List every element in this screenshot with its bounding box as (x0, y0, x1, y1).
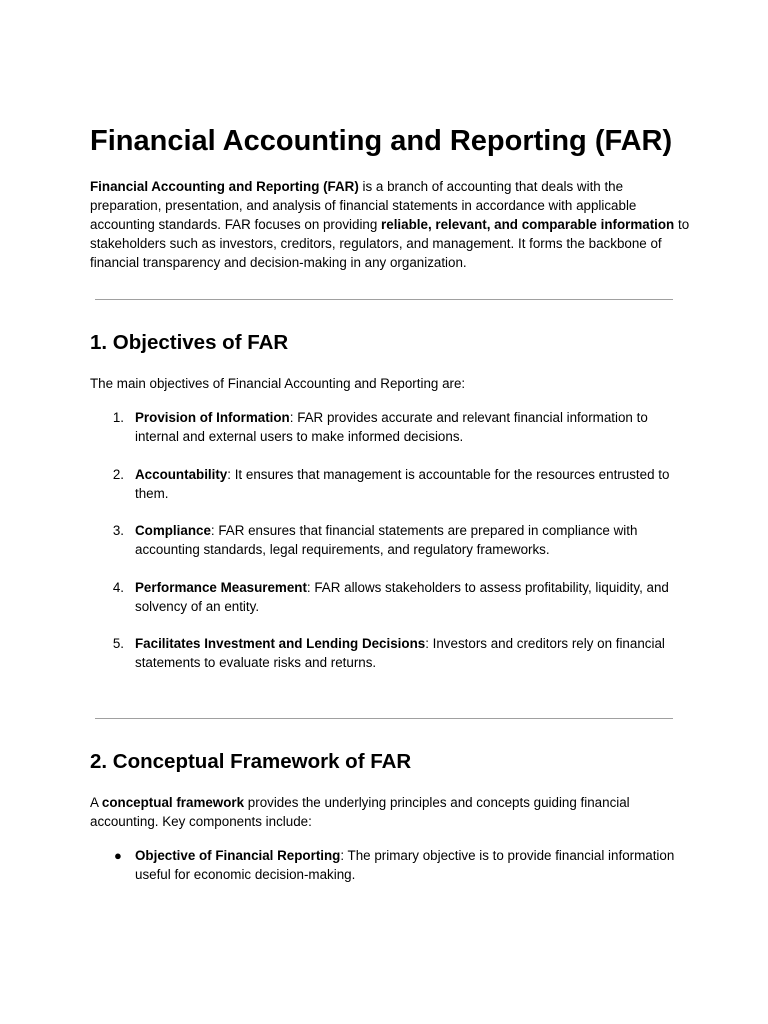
document-title: Financial Accounting and Reporting (FAR) (90, 125, 673, 157)
horizontal-divider (95, 299, 673, 300)
list-item-description: : FAR provides accurate and relevant financial information to internal and external users to make informed decisions. (135, 410, 648, 444)
intro-emphasis: reliable, relevant, and comparable information (381, 217, 675, 232)
bullet-item-term: Objective of Financial Reporting (135, 848, 341, 863)
list-item-term: Accountability (135, 467, 228, 482)
conceptual-framework-lead (90, 793, 690, 831)
list-item-description: : FAR ensures that financial statements are prepared in compliance with accounting standards, legal requirements, and regulatory frameworks. (135, 523, 638, 557)
list-item-term: Performance Measurement (135, 580, 307, 595)
horizontal-divider (95, 718, 673, 719)
list-number: 4. (112, 580, 124, 595)
lead-text: provides the underlying principles and concepts guiding financial accounting. Key components include: (90, 795, 630, 829)
list-item-term: Facilitates Investment and Lending Decisions (135, 636, 426, 651)
list-item-text (135, 408, 680, 446)
intro-term: Financial Accounting and Reporting (FAR) (90, 179, 359, 194)
bullet-item-text (135, 846, 680, 884)
list-item-description: : It ensures that management is accountable for the resources entrusted to them. (135, 467, 670, 501)
lead-term: conceptual framework (101, 795, 245, 810)
list-item (90, 465, 690, 505)
section-heading-conceptual-framework: 2. Conceptual Framework of FAR (90, 750, 412, 773)
list-item-text (135, 634, 680, 672)
list-item (90, 521, 690, 561)
list-item-text (135, 465, 680, 503)
list-item (90, 578, 690, 618)
list-item (90, 634, 690, 674)
list-number: 2. (112, 467, 124, 482)
list-item (90, 408, 690, 448)
intro-text-2: to stakeholders such as investors, creditors, regulators, and management. It forms the backbone of financial transparency and decision-making in any organization. (90, 217, 690, 270)
list-item-text (135, 521, 680, 559)
list-item-term: Provision of Information (135, 410, 290, 425)
list-number: 5. (112, 636, 124, 651)
list-item-term: Compliance (135, 523, 211, 538)
objectives-lead: The main objectives of Financial Accounting and Reporting are: (90, 376, 466, 391)
list-number: 3. (112, 523, 124, 538)
list-item-description: : Investors and creditors rely on financial statements to evaluate risks and returns. (135, 636, 665, 670)
list-item-text (135, 578, 680, 616)
bullet-item (90, 846, 690, 886)
list-item-description: : FAR allows stakeholders to assess profitability, liquidity, and solvency of an entity. (135, 580, 669, 614)
intro-text-1: is a branch of accounting that deals with the preparation, presentation, and analysis of financial statements in accordance with applicable accounting standards. FAR focuses on providing (90, 179, 637, 232)
lead-prefix: A (90, 795, 102, 810)
section-heading-objectives: 1. Objectives of FAR (90, 331, 289, 354)
bullet-icon: ● (114, 848, 122, 863)
intro-paragraph (90, 177, 690, 272)
bullet-item-description: : The primary objective is to provide financial information useful for economic decision-making. (135, 848, 675, 882)
list-number: 1. (112, 410, 124, 425)
